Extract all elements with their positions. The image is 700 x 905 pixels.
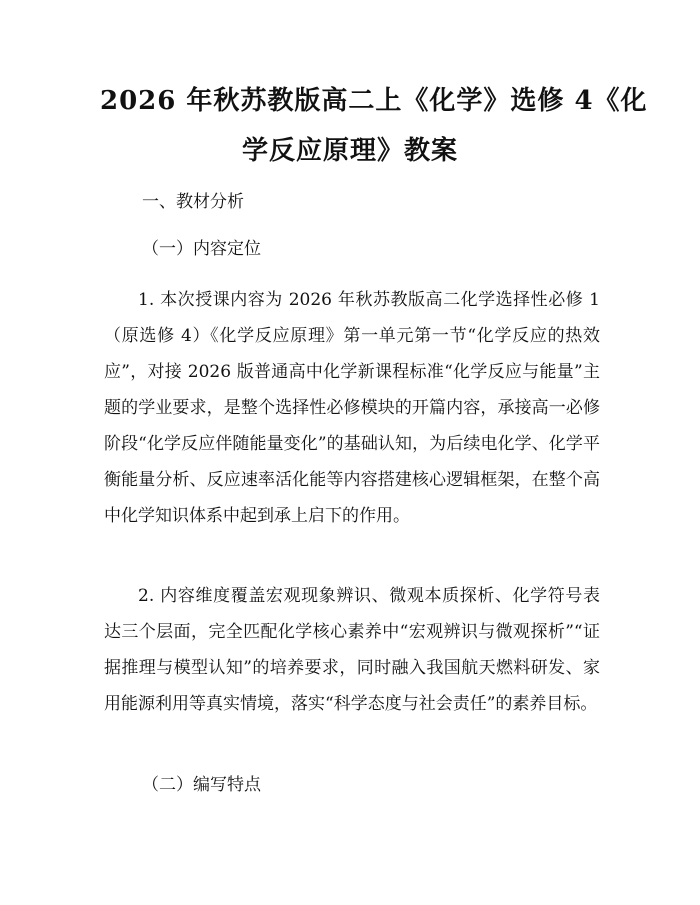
paragraph-content-positioning-2: 2. 内容维度覆盖宏观现象辨识、微观本质探析、化学符号表达三个层面，完全匹配化学核心素养中“宏观辨识与微观探析”“证据推理与模型认知”的培养要求，同时融入我国航天燃料研发、家用能源利用等真实情境，落实“科学态度与社会责任”的素养目标。 [104,586,600,714]
document-title-line-2: 学反应原理》教案 [241,136,458,166]
section-heading-textbook-analysis: 一、教材分析 [142,192,244,212]
document-title-line-1: 2026 年秋苏教版高二上《化学》选修 4《化 [100,86,648,116]
subsection-heading-writing-features: （二）编写特点 [142,775,261,795]
subsection-heading-content-positioning: （一）内容定位 [142,239,261,259]
paragraph-content-positioning-1: 1. 本次授课内容为 2026 年秋苏教版高二化学选择性必修 1（原选修 4）《化学反应原理》第一单元第一节“化学反应的热效应”，对接 2026 版普通高中化学新课程标准“化学反应与能量”主题的学业要求，是整个选择性必修模块的开篇内容，承接高一必修阶段“化学反应伴随能量变化”的基础认知，为后续电化学、化学平衡能量分析、反应速率活化能等内容搭建核心逻辑框架，在整个高中化学知识体系中起到承上启下的作用。 [104,290,600,526]
